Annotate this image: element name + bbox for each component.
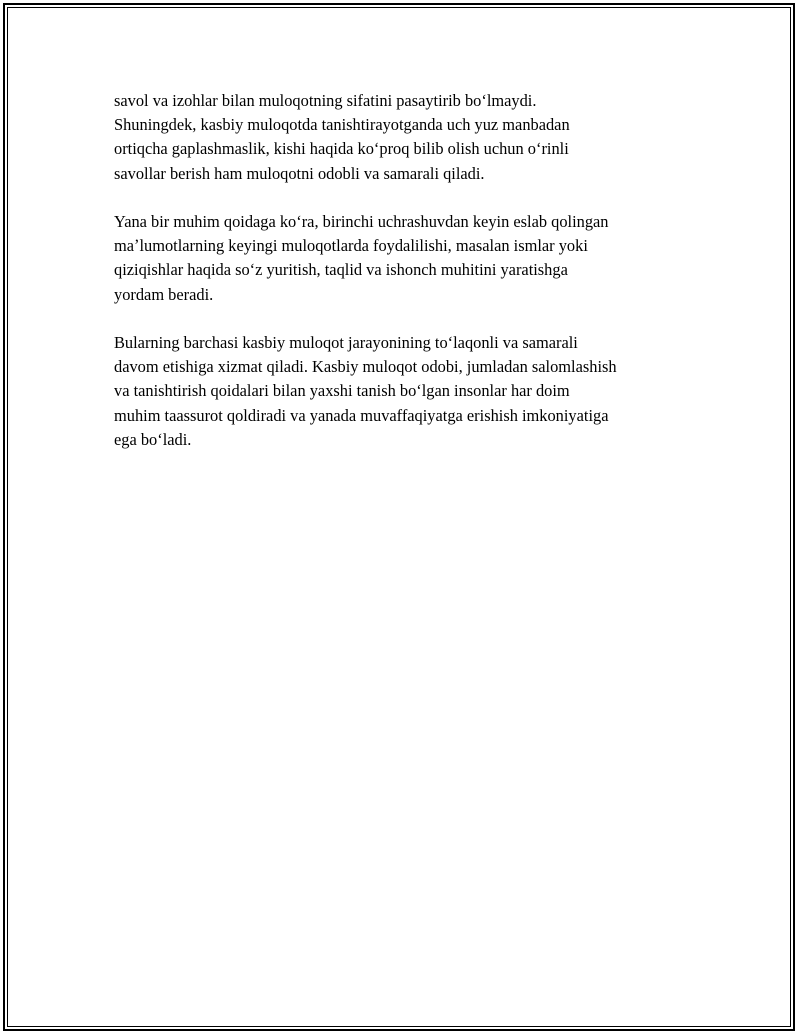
text-line: Yana bir muhim qoidaga koʻra, birinchi uchrashuvdan keyin eslab qolingan xyxy=(114,212,609,231)
text-line: va tanishtirish qoidalari bilan yaxshi tanish boʻlgan insonlar har doim xyxy=(114,381,570,401)
text-line: ega boʻladi. xyxy=(114,429,192,449)
text-line: Bularning barchasi kasbiy muloqot jarayonining toʻlaqonli va samarali xyxy=(114,333,578,352)
text-line: Shuningdek, kasbiy muloqotda tanishtirayotganda uch yuz manbadan xyxy=(114,115,570,135)
text-line: qiziqishlar haqida soʻz yuritish, taqlid va ishonch muhitini yaratishga xyxy=(114,260,568,280)
paragraph-3 xyxy=(114,331,694,452)
paragraph-1 xyxy=(114,89,694,186)
text-line: savol va izohlar bilan muloqotning sifatini pasaytirib boʻlmaydi. xyxy=(114,91,537,110)
paragraph-2 xyxy=(114,210,694,307)
document-body xyxy=(114,89,694,476)
text-line: yordam beradi. xyxy=(114,284,214,304)
text-line: ortiqcha gaplashmaslik, kishi haqida koʻproq bilib olish uchun oʻrinli xyxy=(114,139,569,159)
text-line: muhim taassurot qoldiradi va yanada muvaffaqiyatga erishish imkoniyatiga xyxy=(114,405,609,425)
text-line: maʼlumotlarning keyingi muloqotlarda foydalilishi, masalan ismlar yoki xyxy=(114,236,588,256)
text-line: savollar berish ham muloqotni odobli va samarali qiladi. xyxy=(114,163,485,183)
text-line: davom etishiga xizmat qiladi. Kasbiy muloqot odobi, jumladan salomlashish xyxy=(114,357,617,377)
